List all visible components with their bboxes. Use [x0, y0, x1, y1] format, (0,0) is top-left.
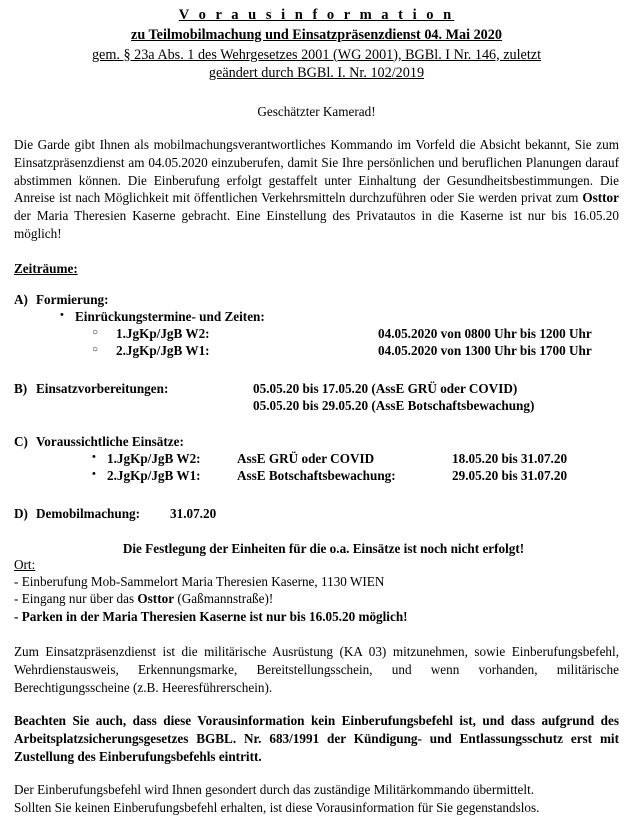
bullet-filled-icon: • [92, 450, 96, 463]
section-a-item-row [92, 325, 619, 342]
bullet-filled-icon: • [60, 308, 64, 321]
section-b-indent [14, 397, 253, 414]
section-a-bullet-label: Einrückungstermine- und Zeiten: [75, 308, 265, 324]
section-a-letter: A) [14, 292, 28, 308]
section-b-label: Einsatzvorbereitungen: [36, 381, 169, 397]
section-a-item-row [92, 342, 619, 359]
intro-emphasis-osttor: Osttor [582, 190, 619, 206]
section-a-item-0-label: 1.JgKp/JgB W2: [116, 325, 210, 341]
section-d-title [14, 506, 619, 522]
section-a-title [14, 292, 619, 308]
section-a-item-1-label: 2.JgKp/JgB W1: [116, 343, 210, 359]
bullet-hollow-icon: ○ [92, 326, 99, 338]
location-heading: Ort: [14, 556, 36, 572]
location-heading-wrap [14, 557, 619, 573]
section-c-item-0-period: 18.05.20 bis 31.07.20 [452, 450, 568, 466]
document-title-block [14, 6, 619, 82]
title-main-line [14, 6, 619, 25]
spacer [14, 521, 619, 541]
title-legal-line-2-wrap [14, 64, 619, 82]
section-a-bullet-row [60, 308, 619, 325]
section-a-item-0-value: 04.05.2020 von 0800 Uhr bis 1200 Uhr [378, 325, 592, 341]
spacer [14, 120, 619, 136]
section-c-item-0-label: 1.JgKp/JgB W2: [107, 450, 201, 466]
spacer [14, 625, 619, 643]
section-c-letter: C) [14, 433, 28, 449]
section-a-label: Formierung: [36, 292, 109, 308]
section-c-item-1-period: 29.05.20 bis 31.07.20 [452, 467, 568, 483]
page-title: V o r a u s i n f o r m a t i o n [178, 7, 455, 23]
spacer [14, 276, 619, 292]
equipment-paragraph: Zum Einsatzpräsenzdienst ist die militärische Ausrüstung (KA 03) mitzunehmen, sowie Einberufungsbefehl, Wehrdienstausweis, Erkennungsmarke, Bereitstellungsschein, und wenn vorhanden, militärische Berechtigungsscheine (z.B. Heeresführerschein). [14, 644, 619, 695]
location-line-2 [14, 590, 619, 608]
spacer [14, 696, 619, 712]
title-subtitle [14, 26, 619, 45]
title-legal-line-1 [14, 46, 619, 64]
section-c-item-0-mission: AssE GRÜ oder COVID [237, 450, 375, 466]
title-subtitle-text: zu Teilmobilmachung und Einsatzpräsenzdienst 04. Mai 2020 [131, 26, 502, 43]
periods-heading-wrap [14, 261, 619, 277]
location-line-1: - Einberufung Mob-Sammelort Maria Theresien Kaserne, 1130 WIEN [14, 573, 385, 589]
section-b-letter: B) [14, 381, 28, 397]
section-d-letter: D) [14, 505, 28, 521]
units-notice: Die Festlegung der Einheiten für die o.a. Einsätze ist noch nicht erfolgt! [122, 541, 525, 557]
section-d-value: 31.07.20 [170, 505, 217, 521]
closing-line-1: Der Einberufungsbefehl wird Ihnen gesondert durch das zuständige Militärkommando übermittelt. [14, 782, 535, 798]
section-c-item-1-label: 2.JgKp/JgB W1: [107, 467, 201, 483]
title-legal-text-2: geändert durch BGBl. I. Nr. 102/2019 [208, 65, 425, 82]
intro-text-part1: Die Garde gibt Ihnen als mobilmachungsverantwortliches Kommando im Vorfeld die Absicht bekannt, Sie zum Einsatzpräsenzdienst am 04.05.2020 einzuberufen, damit Sie Ihre persönlichen und beruflichen Planungen darauf abstimmen können. Die Einberufung erfolgt gestaffelt unter Einhaltung der Gesundheitsbestimmungen. Die Anreise ist nach Möglichkeit mit öffentlichen Verkehrsmitteln durchzuführen oder Sie werden privat zum [14, 137, 619, 206]
spacer [14, 484, 619, 506]
periods-heading: Zeiträume: [14, 260, 78, 276]
location-line-2-suffix: (Gaßmannstraße)! [174, 591, 274, 607]
legal-notice-paragraph: Beachten Sie auch, dass diese Vorausinformation kein Einberufungsbefehl ist, und dass aufgrund des Arbeitsplatzsicherungsgesetzes BGBL. Nr. 683/1991 der Kündigung- und Entlassungsschutz erst mit Zustellung des Einberufungsbefehls eintritt. [14, 713, 619, 764]
section-c-item-row [92, 450, 619, 467]
section-b-title [14, 381, 619, 397]
spacer [14, 414, 619, 434]
section-c-item-1-mission: AssE Botschaftsbewachung: [237, 467, 396, 483]
title-legal-text-1: gem. § 23a Abs. 1 des Wehrgesetzes 2001 (WG 2001), BGBl. I Nr. 146, zuletzt [91, 46, 542, 63]
section-b-value-0: 05.05.20 bis 17.05.20 (AssE GRÜ oder COVID) [253, 381, 518, 397]
intro-paragraph [14, 136, 619, 243]
section-c-title [14, 434, 619, 450]
section-c-label: Voraussichtliche Einsätze: [36, 433, 184, 449]
section-b-continuation-row [14, 397, 619, 414]
spacer [14, 765, 619, 781]
location-emphasis-osttor: Osttor [137, 591, 175, 607]
spacer [14, 243, 619, 261]
salutation: Geschätzter Kamerad! [257, 104, 376, 120]
section-d-label: Demobilmachung: [36, 505, 141, 521]
section-a-item-1-value: 04.05.2020 von 1300 Uhr bis 1700 Uhr [378, 343, 592, 359]
location-line-3: - Parken in der Maria Theresien Kaserne ist nur bis 16.05.20 möglich! [14, 608, 408, 624]
spacer [14, 359, 619, 381]
section-b-value-1: 05.05.20 bis 29.05.20 (AssE Botschaftsbewachung) [253, 397, 535, 413]
intro-text-part2: der Maria Theresien Kaserne gebracht. Eine Einstellung des Privatautos in die Kaserne ist nur bis 16.05.20 möglich! [14, 208, 619, 241]
bullet-filled-icon: • [92, 467, 96, 480]
section-c-item-row [92, 467, 619, 484]
closing-line-2: Sollten Sie keinen Einberufungsbefehl erhalten, ist diese Vorausinformation für Sie gegenstandslos. [14, 800, 540, 815]
location-line-2-prefix: - Eingang nur über das [14, 591, 138, 607]
bullet-hollow-icon: ○ [92, 344, 99, 356]
